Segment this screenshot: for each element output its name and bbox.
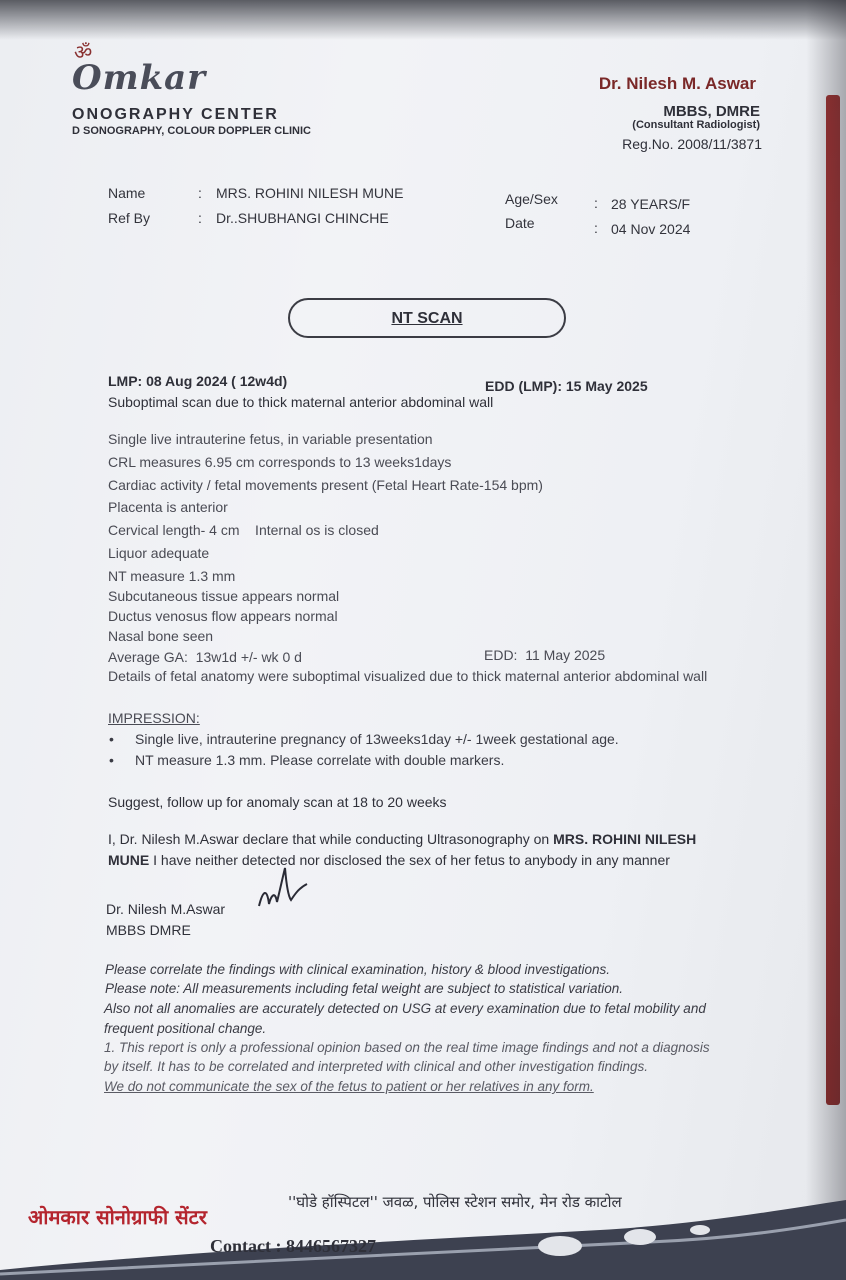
avg-ga: Average GA: 13w1d +/- wk 0 d: [108, 649, 302, 665]
sign-degree: MBBS DMRE: [106, 922, 191, 938]
age-value: 28 YEARS/F: [611, 196, 691, 212]
declaration-line-1: [108, 831, 696, 847]
om-logo-icon: ॐ: [74, 40, 93, 64]
ref-colon: :: [198, 210, 202, 226]
footer-contact: Contact : 8446567327: [210, 1236, 376, 1256]
declaration-text: I have neither detected nor disclosed the sex of her fetus to anybody in any manner: [149, 852, 670, 868]
age-colon: :: [594, 195, 598, 211]
finding-line: CRL measures 6.95 cm corresponds to 13 weeks1days: [108, 454, 452, 470]
name-value: MRS. ROHINI NILESH MUNE: [216, 185, 404, 201]
ref-value: Dr..SHUBHANGI CHINCHE: [216, 210, 389, 226]
suboptimal-line: Suboptimal scan due to thick maternal anterior abdominal wall: [108, 394, 494, 410]
finding-line: NT measure 1.3 mm: [108, 568, 236, 584]
finding-line: Nasal bone seen: [108, 628, 214, 644]
impression-item: • Single live, intrauterine pregnancy of 13weeks1day +/- 1week gestational age.: [135, 731, 619, 747]
ref-label: Ref By: [108, 210, 151, 226]
suggest-line: Suggest, follow up for anomaly scan at 18 to 20 weeks: [108, 794, 447, 810]
date-colon: :: [594, 220, 598, 236]
note-line: Please correlate the findings with clinical examination, history & blood investigations.: [105, 962, 611, 977]
anatomy-line: Details of fetal anatomy were suboptimal visualized due to thick maternal anterior abdominal wall: [108, 668, 708, 684]
doctor-degrees: MBBS, DMRE: [663, 103, 760, 120]
finding-line: Ductus venosus flow appears normal: [108, 608, 338, 624]
report-title: NT SCAN: [391, 310, 463, 327]
footer-address: ''घोडे हॉस्पिटल'' जवळ, पोलिस स्टेशन समोर, मेन रोड काटोल: [288, 1193, 622, 1211]
edd-ga: EDD: 11 May 2025: [484, 647, 606, 663]
signature-mark: [255, 860, 315, 920]
note-line: frequent positional change.: [104, 1021, 267, 1036]
declaration-text: I, Dr. Nilesh M.Aswar declare that while conducting Ultrasonography on: [108, 831, 554, 847]
finding-line: Cardiac activity / fetal movements present (Fetal Heart Rate-154 bpm): [108, 477, 543, 493]
note-line: Also not all anomalies are accurately detected on USG at every examination due to fetal mobility and: [104, 1001, 706, 1016]
footer-clinic-name: ओमकार सोनोग्राफी सेंटर: [28, 1205, 207, 1229]
note-line: 1. This report is only a professional opinion based on the real time image findings and not a diagnosis: [104, 1040, 710, 1055]
age-label: Age/Sex: [505, 191, 558, 207]
doctor-role: (Consultant Radiologist): [632, 119, 760, 131]
finding-line: Subcutaneous tissue appears normal: [108, 588, 340, 604]
note-line: by itself. It has to be correlated and interpreted with clinical and other investigation findings.: [104, 1059, 649, 1074]
doctor-name: Dr. Nilesh M. Aswar: [598, 74, 756, 93]
note-line: We do not communicate the sex of the fetus to patient or her relatives in any form.: [104, 1079, 594, 1094]
clinic-brand: Omkar: [72, 58, 207, 98]
impression-item: • NT measure 1.3 mm. Please correlate with double markers.: [135, 752, 504, 768]
note-line: Please note: All measurements including fetal weight are subject to statistical variation.: [105, 981, 624, 996]
report-title-box: [288, 298, 566, 338]
sign-name: Dr. Nilesh M.Aswar: [106, 901, 226, 917]
doctor-reg: Reg.No. 2008/11/3871: [622, 136, 762, 152]
name-colon: :: [198, 185, 202, 201]
edd-lmp: EDD (LMP): 15 May 2025: [485, 378, 648, 394]
finding-line: Single live intrauterine fetus, in variable presentation: [108, 431, 433, 447]
impression-label: IMPRESSION:: [108, 710, 200, 726]
declaration-patient-surname: MUNE: [108, 852, 150, 868]
date-value: 04 Nov 2024: [611, 221, 691, 237]
name-label: Name: [108, 185, 146, 201]
finding-line: Cervical length- 4 cm Internal os is closed: [108, 522, 379, 538]
right-shadow: [806, 0, 846, 1280]
top-shadow: [0, 0, 846, 40]
clinic-subtitle: D SONOGRAPHY, COLOUR DOPPLER CLINIC: [72, 125, 311, 137]
declaration-patient: MRS. ROHINI NILESH: [553, 831, 697, 847]
finding-line: Placenta is anterior: [108, 499, 228, 515]
lmp-line: LMP: 08 Aug 2024 ( 12w4d): [108, 373, 288, 389]
clinic-center: ONOGRAPHY CENTER: [72, 106, 279, 123]
date-label: Date: [505, 215, 535, 231]
finding-line: Liquor adequate: [108, 545, 210, 561]
declaration-line-2: [108, 852, 670, 868]
